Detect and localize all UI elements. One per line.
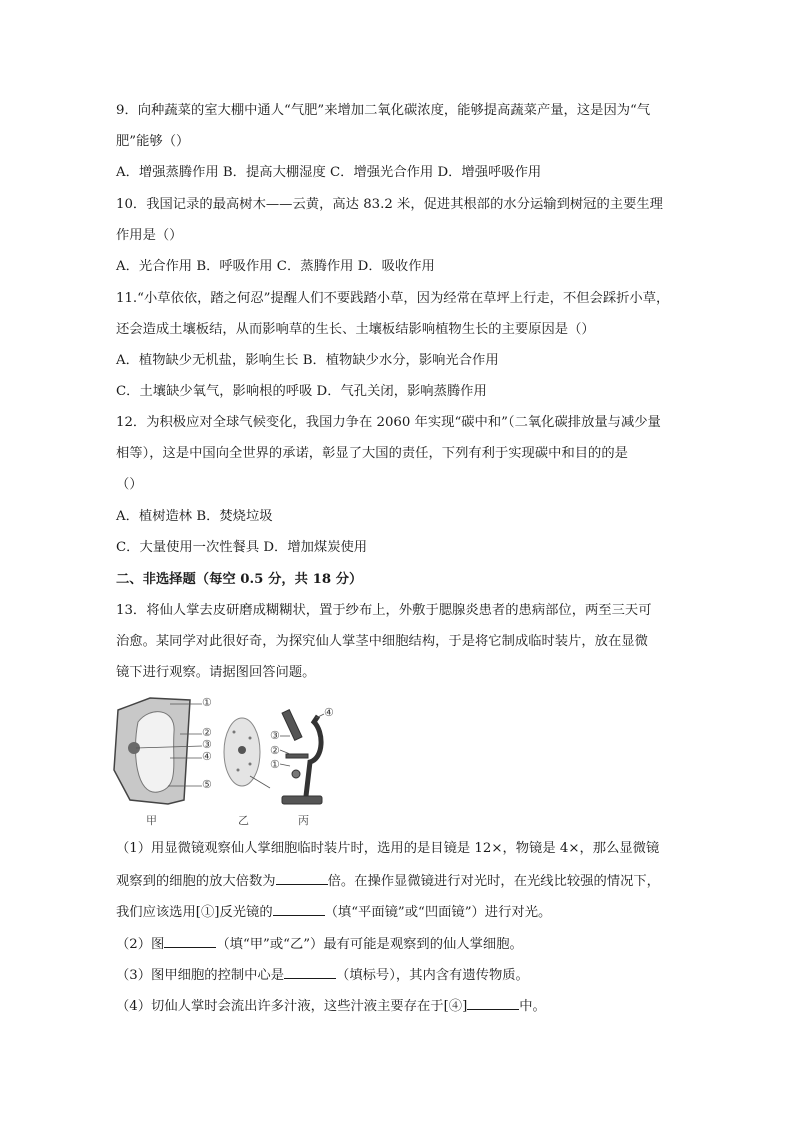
q12-stem-line1: 12．为积极应对全球气候变化，我国力争在 2060 年实现“碳中和”（二氧化碳排放量与减少量 xyxy=(116,415,661,430)
label-bing-2: ② xyxy=(270,744,280,757)
caption-jia: 甲 xyxy=(146,814,157,827)
q13-part4-a: （4）切仙人掌时会流出许多汁液，这些汁液主要存在于[④] xyxy=(116,999,468,1014)
animal-cell-yi xyxy=(224,718,270,788)
q13-part2-b: （填“甲”或“乙”）最有可能是观察到的仙人掌细胞。 xyxy=(216,937,523,952)
q12-stem-line3: （） xyxy=(116,477,143,492)
answer-blank-figure[interactable] xyxy=(164,935,216,948)
q10-stem-line1: 10．我国记录的最高树木——云黄，高达 83.2 米，促进其根部的水分运输到树冠的主要生理 xyxy=(116,197,663,212)
label-jia-2: ② xyxy=(202,726,212,739)
q13-part3 xyxy=(116,966,529,985)
q13-part1-line3-b: （填“平面镜”或“凹面镜”）进行对光。 xyxy=(324,905,552,920)
q13-part2 xyxy=(116,935,523,954)
q11-options-2: C．土壤缺少氧气，影响根的呼吸 D．气孔关闭，影响蒸腾作用 xyxy=(116,384,487,399)
q13-part2-a: （2）图 xyxy=(116,937,165,952)
answer-blank-magnification[interactable] xyxy=(276,872,328,885)
label-jia-1: ① xyxy=(202,696,212,709)
q13-part1-line2 xyxy=(116,872,660,891)
q13-part1-line3-a: 我们应该选用[①]反光镜的 xyxy=(116,905,273,920)
q12-options-1: A．植树造林 B．焚烧垃圾 xyxy=(116,509,273,524)
q12-stem-line2: 相等），这是中国向全世界的承诺，彰显了大国的责任，下列有利于实现碳中和目的的是 xyxy=(116,446,628,461)
label-bing-3: ③ xyxy=(270,729,280,742)
q13-stem-line2: 治愈。某同学对此很好奇，为探究仙人掌茎中细胞结构，于是将它制成临时装片，放在显微 xyxy=(116,634,648,649)
label-jia-3: ③ xyxy=(202,738,212,751)
caption-bing: 丙 xyxy=(298,814,309,827)
q9-stem-line2: 肥”能够（） xyxy=(116,134,190,149)
q13-part3-b: （填标号），其内含有遗传物质。 xyxy=(336,968,529,983)
q11-stem-line2: 还会造成土壤板结，从而影响草的生长、土壤板结影响植物生长的主要原因是（） xyxy=(116,322,595,337)
answer-blank-mirror[interactable] xyxy=(273,903,325,916)
q13-part4 xyxy=(116,997,546,1016)
q10-stem-line2: 作用是（） xyxy=(116,228,183,243)
q9-stem-line1: 9．向种蔬菜的室大棚中通人“气肥”来增加二氧化碳浓度，能够提高蔬菜产量，这是因为“气 xyxy=(116,103,651,118)
figure-drawing xyxy=(110,692,340,828)
q10-options: A．光合作用 B．呼吸作用 C．蒸腾作用 D．吸收作用 xyxy=(116,259,435,274)
caption-yi: 乙 xyxy=(238,814,249,827)
microscope-bing xyxy=(282,710,322,804)
q13-part1-line2-a: 观察到的细胞的放大倍数为 xyxy=(116,874,276,889)
q12-options-2: C．大量使用一次性餐具 D．增加煤炭使用 xyxy=(116,540,368,555)
q13-stem-line1: 13．将仙人掌去皮研磨成糊糊状，置于纱布上，外敷于腮腺炎患者的患病部位，两至三天可 xyxy=(116,603,652,618)
q11-stem-line1: 11.“小草依依，踏之何忍”提醒人们不要践踏小草，因为经常在草坪上行走，不但会踩折小草， xyxy=(116,291,670,306)
answer-blank-control-center[interactable] xyxy=(284,966,336,979)
q13-part1-line2-b: 倍。在操作显微镜进行对光时，在光线比较强的情况下， xyxy=(327,874,660,889)
label-jia-4: ④ xyxy=(202,750,212,763)
q11-options-1: A．植物缺少无机盐，影响生长 B．植物缺少水分，影响光合作用 xyxy=(116,353,499,368)
q9-options: A．增强蒸腾作用 B．提高大棚湿度 C．增强光合作用 D．增强呼吸作用 xyxy=(116,165,542,180)
label-bing-1: ① xyxy=(270,758,280,771)
q13-part1-line1: （1）用显微镜观察仙人掌细胞临时装片时，选用的是目镜是 12×，物镜是 4×，那么显微镜 xyxy=(116,841,660,856)
label-jia-5: ⑤ xyxy=(202,778,212,791)
plant-cell-jia xyxy=(114,698,190,804)
answer-blank-vacuole[interactable] xyxy=(467,997,519,1010)
q13-part4-b: 中。 xyxy=(519,999,546,1014)
q13-part3-a: （3）图甲细胞的控制中心是 xyxy=(116,968,285,983)
cell-microscope-figure xyxy=(110,692,340,828)
q13-part1-line3 xyxy=(116,903,551,922)
label-bing-4: ④ xyxy=(324,706,334,719)
section-title: 二、非选择题（每空 0.5 分，共 18 分） xyxy=(116,572,363,587)
q13-stem-line3: 镜下进行观察。请据图回答问题。 xyxy=(116,665,316,680)
